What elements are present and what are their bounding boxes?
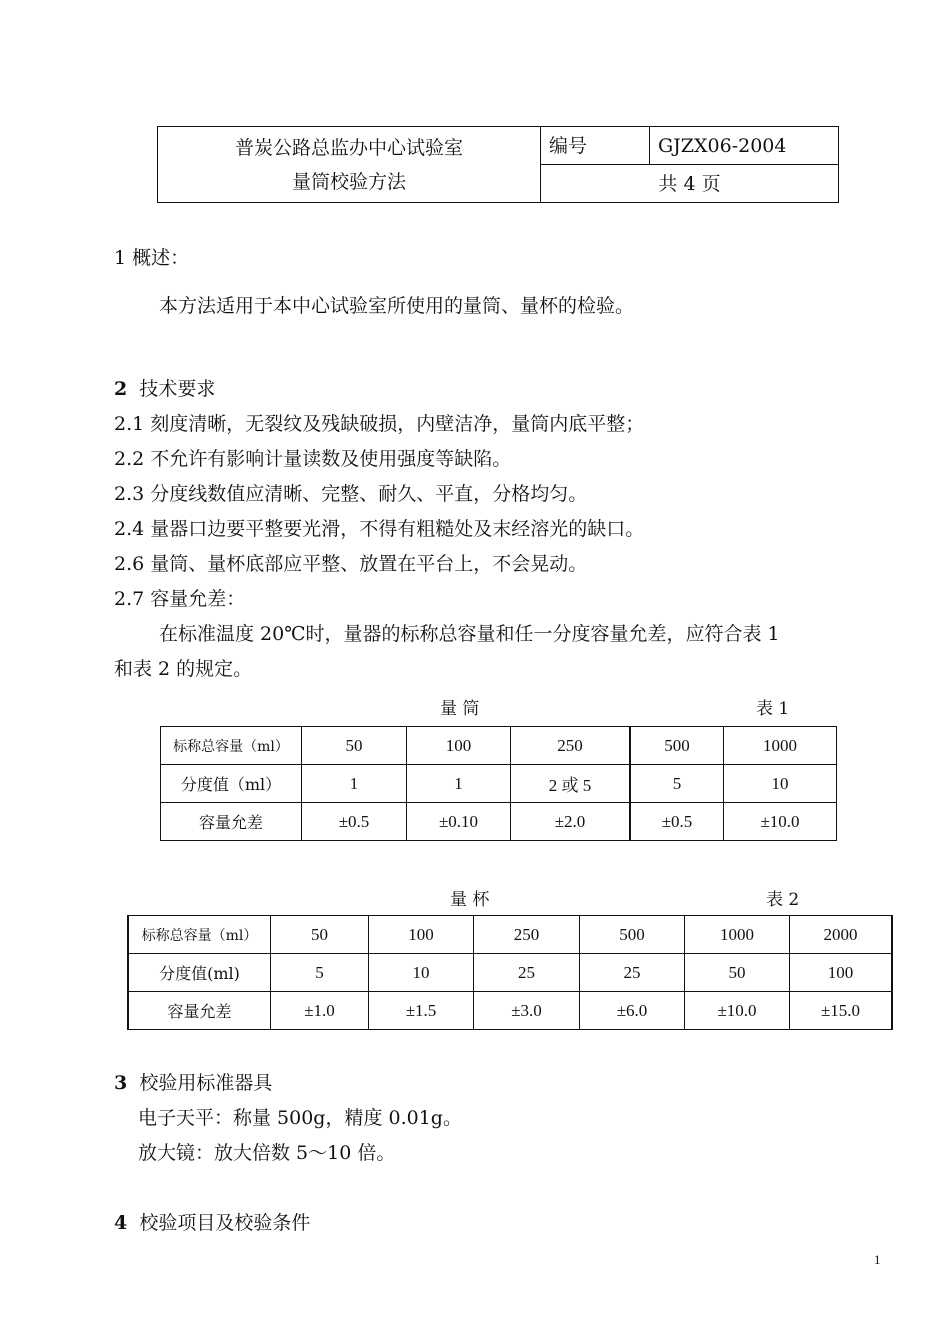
- table-cell: 标称总容量（ml）: [128, 916, 271, 954]
- header-table: [157, 126, 839, 203]
- table-measuring-cylinder: [160, 726, 837, 841]
- item-2-2: 2.2 不允许有影响计量读数及使用强度等缺陷。: [114, 448, 512, 470]
- item-2-7: 2.7 容量允差：: [114, 588, 246, 610]
- table-cell: 500: [580, 916, 685, 954]
- table-row: [161, 803, 837, 841]
- table-cell: ±0.5: [630, 803, 724, 841]
- table-cell: 100: [790, 954, 893, 992]
- table-cell: 50: [685, 954, 790, 992]
- table-cell: 1: [407, 765, 511, 803]
- table-cell: ±10.0: [685, 992, 790, 1030]
- item-2-4: 2.4 量器口边要平整要光滑，不得有粗糙处及末经溶光的缺口。: [114, 518, 645, 540]
- section-2-heading: [114, 377, 215, 401]
- equipment-balance: 电子天平：称量 500g，精度 0.01g。: [138, 1107, 462, 1129]
- table-cell: ±10.0: [724, 803, 837, 841]
- table-cell: 分度值（ml）: [161, 765, 302, 803]
- table-cell: 5: [271, 954, 369, 992]
- table-cell: 50: [271, 916, 369, 954]
- table-cell: ±1.0: [271, 992, 369, 1030]
- table-cell: 1: [302, 765, 407, 803]
- table-cell: 50: [302, 727, 407, 765]
- section-4-title: 校验项目及校验条件: [139, 1212, 311, 1234]
- table-row: [161, 727, 837, 765]
- table-row: [128, 954, 892, 992]
- table1-caption: 量 筒: [440, 699, 480, 719]
- table2-number: 表 2: [766, 890, 800, 910]
- table-cell: 100: [407, 727, 511, 765]
- table1-number: 表 1: [756, 699, 790, 719]
- table-cell: 5: [630, 765, 724, 803]
- table-cell: ±0.5: [302, 803, 407, 841]
- table-cell: 容量允差: [128, 992, 271, 1030]
- org-name: 普炭公路总监办中心试验室: [234, 136, 463, 159]
- section-2-number: 2: [114, 378, 128, 400]
- equipment-magnifier: 放大镜：放大倍数 5～10 倍。: [138, 1142, 396, 1164]
- table-cell: 250: [474, 916, 580, 954]
- section-1-heading: 1 概述：: [114, 247, 190, 269]
- table-row: [128, 992, 892, 1030]
- table-cell: 2000: [790, 916, 893, 954]
- table-cell: 100: [369, 916, 474, 954]
- section-4-heading: [114, 1211, 310, 1235]
- item-2-3: 2.3 分度线数值应清晰、完整、耐久、平直，分格均匀。: [114, 483, 588, 505]
- table-cell: 标称总容量（ml）: [161, 727, 302, 765]
- table-cell: 500: [630, 727, 724, 765]
- table-cell: 1000: [685, 916, 790, 954]
- table2-caption: 量 杯: [450, 890, 490, 910]
- table-cell: ±2.0: [511, 803, 631, 841]
- item-2-6: 2.6 量筒、量杯底部应平整、放置在平台上，不会晃动。: [114, 553, 588, 575]
- table-row: [128, 916, 892, 954]
- table-cell: 25: [580, 954, 685, 992]
- doc-title: 量筒校验方法: [291, 170, 406, 193]
- section-1-body: 本方法适用于本中心试验室所使用的量筒、量杯的检验。: [159, 295, 635, 317]
- table-cell: 25: [474, 954, 580, 992]
- table-cell: ±1.5: [369, 992, 474, 1030]
- table-row: [161, 765, 837, 803]
- section-4-number: 4: [114, 1212, 128, 1234]
- tolerance-para-line2: 和表 2 的规定。: [114, 658, 253, 680]
- table-cell: 10: [724, 765, 837, 803]
- table-cell: 容量允差: [161, 803, 302, 841]
- section-3-title: 校验用标准器具: [139, 1072, 273, 1094]
- table-cell: ±3.0: [474, 992, 580, 1030]
- code-label: 编号: [541, 127, 650, 165]
- page-number: 1: [874, 1252, 881, 1267]
- page-count: 共 4 页: [541, 165, 839, 203]
- table-cell: ±15.0: [790, 992, 893, 1030]
- table-cell: ±0.10: [407, 803, 511, 841]
- table-cell: 1000: [724, 727, 837, 765]
- section-2-title: 技术要求: [139, 378, 216, 400]
- table-cell: ±6.0: [580, 992, 685, 1030]
- item-2-1: 2.1 刻度清晰，无裂纹及残缺破损，内壁洁净，量筒内底平整；: [114, 413, 645, 435]
- table-cell: 250: [511, 727, 631, 765]
- section-3-number: 3: [114, 1072, 128, 1094]
- table-cell: 10: [369, 954, 474, 992]
- code-value: GJZX06-2004: [650, 127, 839, 165]
- table-cell: 分度值(ml): [128, 954, 271, 992]
- tolerance-para-line1: 在标准温度 20℃时，量器的标称总容量和任一分度容量允差，应符合表 1: [159, 623, 780, 645]
- section-3-heading: [114, 1071, 272, 1095]
- header-title-cell: [158, 127, 541, 203]
- table-measuring-cup: [127, 915, 893, 1030]
- table-cell: 2 或 5: [511, 765, 631, 803]
